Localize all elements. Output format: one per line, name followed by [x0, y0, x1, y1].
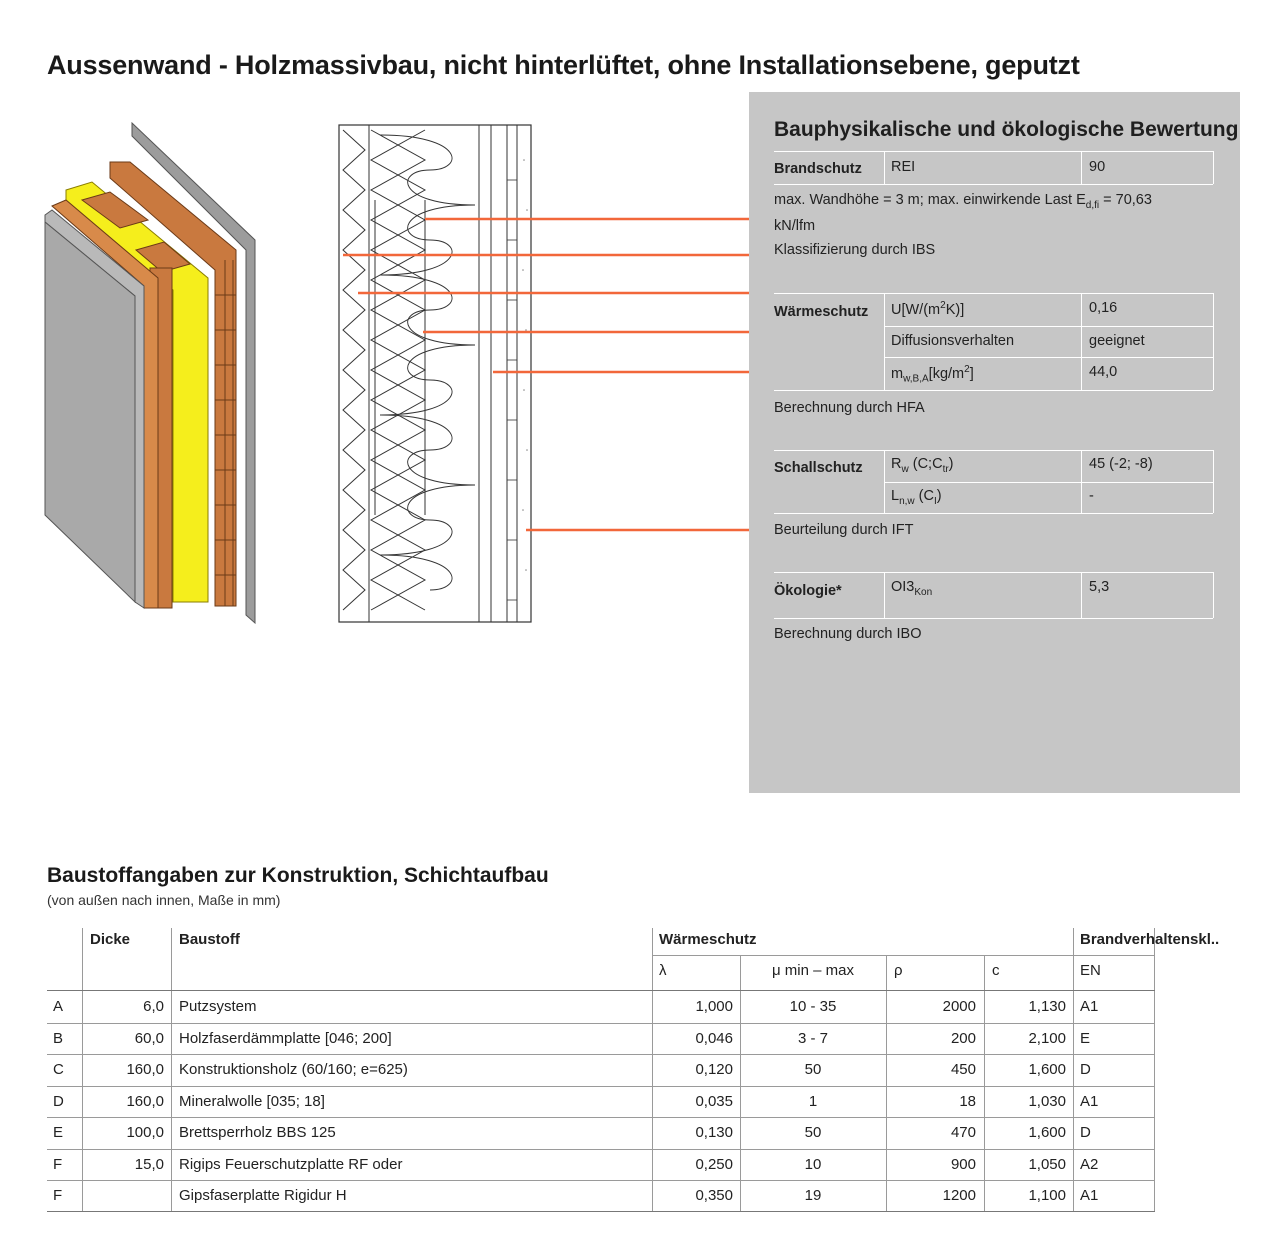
cell-lambda: 0,035 [695, 1092, 733, 1110]
cell-rho: 2000 [942, 998, 976, 1015]
cell-id: C [53, 1061, 64, 1078]
cell-c: 1,130 [1028, 998, 1066, 1015]
header-waermeschutz: Wärmeschutz [659, 931, 757, 948]
cell-en: D [1080, 1124, 1091, 1141]
cell-rho: 200 [950, 1029, 976, 1047]
cell-dicke: 6,0 [143, 998, 164, 1015]
cell-lambda: 1,000 [695, 998, 733, 1015]
cell-c: 1,030 [1028, 1092, 1066, 1110]
waermeschutz-diffusion-key: Diffusionsverhalten [891, 333, 1015, 349]
brandschutz-note1: max. Wandhöhe = 3 m; max. einwirkende Last $E_{d,fi} = 70,63$ [774, 192, 1152, 211]
cell-baustoff: Putzsystem [179, 998, 257, 1015]
cell-rho: 900 [950, 1155, 976, 1173]
waermeschutz-u-value: 0,16 [1089, 300, 1118, 316]
cell-en: A1 [1080, 998, 1099, 1015]
header-en: EN [1080, 962, 1101, 979]
cell-c: 1,600 [1028, 1061, 1066, 1078]
cell-mu: 50 [804, 1061, 822, 1078]
cell-mu: 1 [808, 1092, 818, 1110]
oekologie-note: Berechnung durch IBO [774, 626, 922, 642]
cell-en: A1 [1080, 1092, 1099, 1110]
panel-title: Bauphysikalische und ökologische Bewertung [774, 118, 1239, 141]
cell-baustoff: Brettsperrholz BBS 125 [179, 1124, 336, 1141]
cell-mu: 10 - 35 [789, 998, 837, 1015]
cell-mu: 19 [804, 1187, 822, 1204]
row-divider [47, 1054, 1155, 1055]
header-rho: ρ [894, 962, 903, 979]
cell-dicke: 100,0 [126, 1124, 164, 1141]
schallschutz-note: Beurteilung durch IFT [774, 522, 914, 538]
header-c: c [992, 962, 1000, 979]
header-brandverhalten: Brandverhaltenskl.. [1080, 931, 1220, 948]
cell-rho: 470 [950, 1124, 976, 1141]
cell-en: A1 [1080, 1187, 1099, 1204]
materials-title: Baustoffangaben zur Konstruktion, Schichtaufbau [47, 864, 549, 887]
oekologie-value: 5,3 [1089, 579, 1110, 595]
schallschutz-rw-value: 45 (-2; -8) [1089, 456, 1153, 472]
cell-lambda: 0,350 [695, 1187, 733, 1204]
cell-rho: 1200 [942, 1187, 976, 1204]
row-divider [47, 1180, 1155, 1181]
waermeschutz-mass-value: 44,0 [1089, 364, 1118, 380]
cell-rho: 18 [959, 1092, 976, 1110]
cell-lambda: 0,250 [695, 1155, 733, 1173]
page-title: Aussenwand - Holzmassivbau, nicht hinterlüftet, ohne Installationsebene, geputzt [47, 50, 1080, 80]
cell-c: 2,100 [1028, 1029, 1066, 1047]
cell-dicke: 160,0 [126, 1092, 164, 1110]
cell-c: 1,050 [1028, 1155, 1066, 1173]
cell-lambda: 0,130 [695, 1124, 733, 1141]
brandschutz-value: 90 [1089, 159, 1106, 175]
schallschutz-label: Schallschutz [774, 460, 863, 476]
schallschutz-rw-key: $R_w$ $(C;C_{tr})$ [891, 456, 954, 475]
header-dicke: Dicke [90, 931, 131, 948]
cell-en: D [1080, 1061, 1091, 1078]
row-divider [47, 1149, 1155, 1150]
row-divider [47, 1023, 1155, 1024]
waermeschutz-diffusion-value: geeignet [1089, 333, 1145, 349]
cell-id: A [53, 998, 64, 1015]
waermeschutz-note: Berechnung durch HFA [774, 400, 925, 416]
cell-rho: 450 [950, 1061, 976, 1078]
brandschutz-key: REI [891, 159, 916, 175]
cell-mu: 3 - 7 [797, 1029, 828, 1047]
waermeschutz-mass-key: $m_{w,B,A}[kg/m^2]$ [891, 364, 974, 385]
brandschutz-note3: Klassifizierung durch IBS [774, 242, 936, 258]
header-baustoff: Baustoff [179, 931, 240, 948]
cell-baustoff: Konstruktionsholz (60/160; e=625) [179, 1061, 408, 1078]
cell-baustoff: Holzfaserdämmplatte [046; 200] [179, 1029, 392, 1047]
waermeschutz-u-key: $U[W/(m^2K)]$ [891, 300, 965, 318]
cell-id: F [53, 1187, 63, 1204]
assessment-panel [749, 92, 1240, 793]
brandschutz-label: Brandschutz [774, 161, 862, 177]
waermeschutz-label: Wärmeschutz [774, 304, 869, 320]
cell-mu: 50 [804, 1124, 822, 1141]
cell-c: 1,600 [1028, 1124, 1066, 1141]
cell-c: 1,100 [1028, 1187, 1066, 1204]
cell-lambda: 0,046 [695, 1029, 733, 1047]
schallschutz-lnw-key: $L_{n,w}$ $(C_I)$ [891, 488, 942, 507]
cell-mu: 10 [804, 1155, 822, 1173]
header-mu: μ min – max [772, 962, 854, 979]
cell-dicke: 60,0 [134, 1029, 164, 1047]
materials-subtitle: (von außen nach innen, Maße in mm) [47, 892, 281, 908]
cell-dicke: 15,0 [134, 1155, 164, 1173]
schallschutz-lnw-value: - [1089, 488, 1094, 504]
header-lambda: λ [659, 962, 667, 979]
brandschutz-note2: kN/lfm [774, 218, 816, 234]
cell-dicke: 160,0 [126, 1061, 164, 1078]
row-divider [47, 1086, 1155, 1087]
cell-id: B [53, 1029, 64, 1047]
cell-baustoff: Mineralwolle [035; 18] [179, 1092, 325, 1110]
cell-en: E [1080, 1029, 1091, 1047]
cell-id: E [53, 1124, 64, 1141]
cell-baustoff: Rigips Feuerschutzplatte RF oder [179, 1155, 403, 1173]
oekologie-key: $OI3_{Kon}$ [891, 579, 933, 598]
cell-baustoff: Gipsfaserplatte Rigidur H [179, 1187, 347, 1204]
cell-id: F [53, 1155, 63, 1173]
cell-id: D [53, 1092, 64, 1110]
oekologie-label: Ökologie* [774, 583, 842, 599]
cell-en: A2 [1080, 1155, 1099, 1173]
row-divider [47, 1117, 1155, 1118]
cell-lambda: 0,120 [695, 1061, 733, 1078]
